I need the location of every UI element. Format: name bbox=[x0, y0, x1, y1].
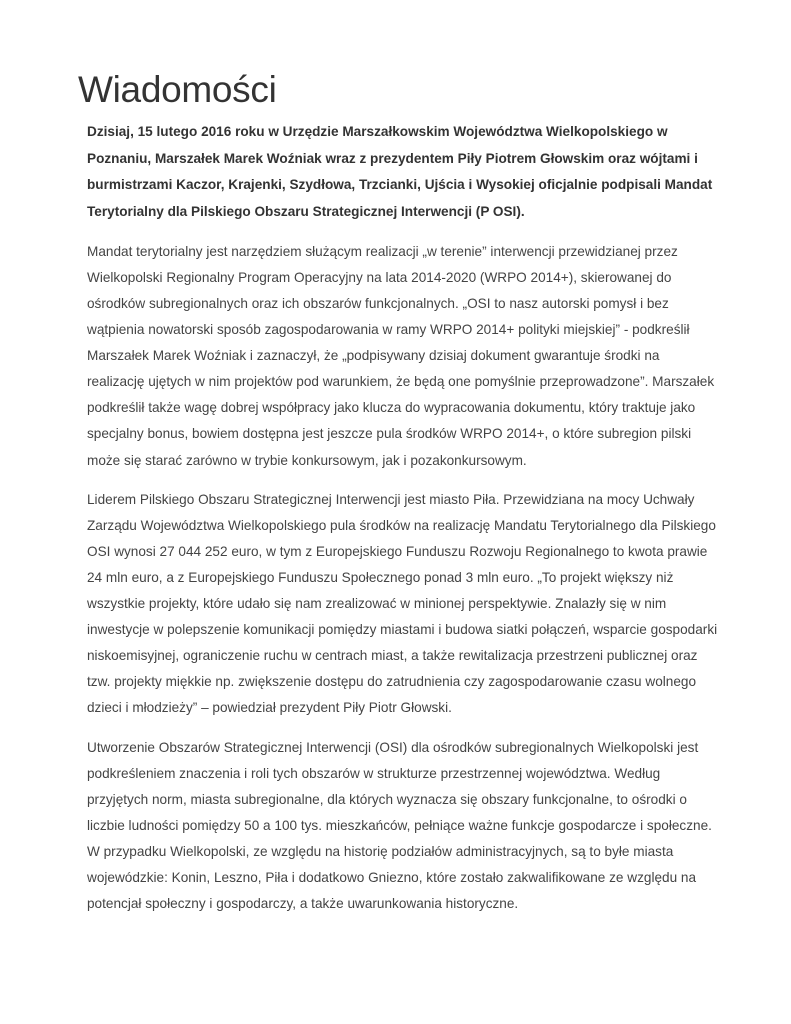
page-title: Wiadomości bbox=[78, 69, 277, 110]
lead-paragraph: Dzisiaj, 15 lutego 2016 roku w Urzędzie Marszałkowskim Województwa Wielkopolskiego w Poznaniu, Marszałek Marek Woźniak wraz z prezydentem Piły Piotrem Głowskim oraz wójtami i burmistrzami Kaczor, Krajenki, Szydłowa, Trzcianki, Ujścia i Wysokiej oficjalnie podpisali Mandat Terytorialny dla Pilskiego Obszaru Strategicznej Interwencji (P OSI). bbox=[87, 124, 713, 220]
article-body bbox=[87, 119, 719, 930]
paragraph-mandate: Mandat terytorialny jest narzędziem służącym realizacji „w terenie” interwencji przewidzianej przez Wielkopolski Regionalny Program Operacyjny na lata 2014-2020 (WRPO 2014+), skierowanej do ośrodków subregionalnych oraz ich obszarów funkcjonalnych. „OSI to nasz autorski pomysł i bez wątpienia nowatorski sposób zagospodarowania w ramy WRPO 2014+ polityki miejskiej” - podkreślił Marszałek Marek Woźniak i zaznaczył, że „podpisywany dzisiaj dokument gwarantuje środki na realizację ujętych w nim projektów pod warunkiem, że będą one pomyślnie przeprowadzone”. Marszałek podkreślił także wagę dobrej współpracy jako klucza do wypracowania dokumentu, który traktuje jako specjalny bonus, bowiem dostępna jest jeszcze pula środków WRPO 2014+, o które subregion pilski może się starać zarówno w trybie konkursowym, jak i pozakonkursowym. bbox=[87, 243, 715, 468]
paragraph-leader: Liderem Pilskiego Obszaru Strategicznej Interwencji jest miasto Piła. Przewidziana na mocy Uchwały Zarządu Województwa Wielkopolskiego pula środków na realizację Mandatu Terytorialnego dla Pilskiego OSI wynosi 27 044 252 euro, w tym z Europejskiego Funduszu Rozwoju Regionalnego to kwota prawie 24 mln euro, a z Europejskiego Funduszu Społecznego ponad 3 mln euro. „To projekt większy niż wszystkie projekty, które udało się nam zrealizować w minionej perspektywie. Znalazły się w nim inwestycje w polepszenie komunikacji pomiędzy miastami i budowa siatki połączeń, wsparcie gospodarki niskoemisyjnej, ograniczenie ruchu w centrach miast, a także rewitalizacja przestrzeni publicznej oraz tzw. projekty miękkie np. zwiększenie dostępu do zatrudnienia czy zagospodarowanie czasu wolnego dzieci i młodzieży” – powiedział prezydent Piły Piotr Głowski. bbox=[87, 491, 718, 716]
paragraph-osi: Utworzenie Obszarów Strategicznej Interwencji (OSI) dla ośrodków subregionalnych Wielkopolski jest podkreśleniem znaczenia i roli tych obszarów w strukturze przestrzennej województwa. Według przyjętych norm, miasta subregionalne, dla których wyznacza się obszary funkcjonalne, to ośrodki o liczbie ludności pomiędzy 50 a 100 tys. mieszkańców, pełniące ważne funkcje gospodarcze i społeczne. W przypadku Wielkopolski, ze względu na historię podziałów administracyjnych, są to byłe miasta wojewódzkie: Konin, Leszno, Piła i dodatkowo Gniezno, które zostało zakwalifikowane ze względu na potencjał społeczny i gospodarczy, a także uwarunkowania historyczne. bbox=[87, 739, 712, 912]
